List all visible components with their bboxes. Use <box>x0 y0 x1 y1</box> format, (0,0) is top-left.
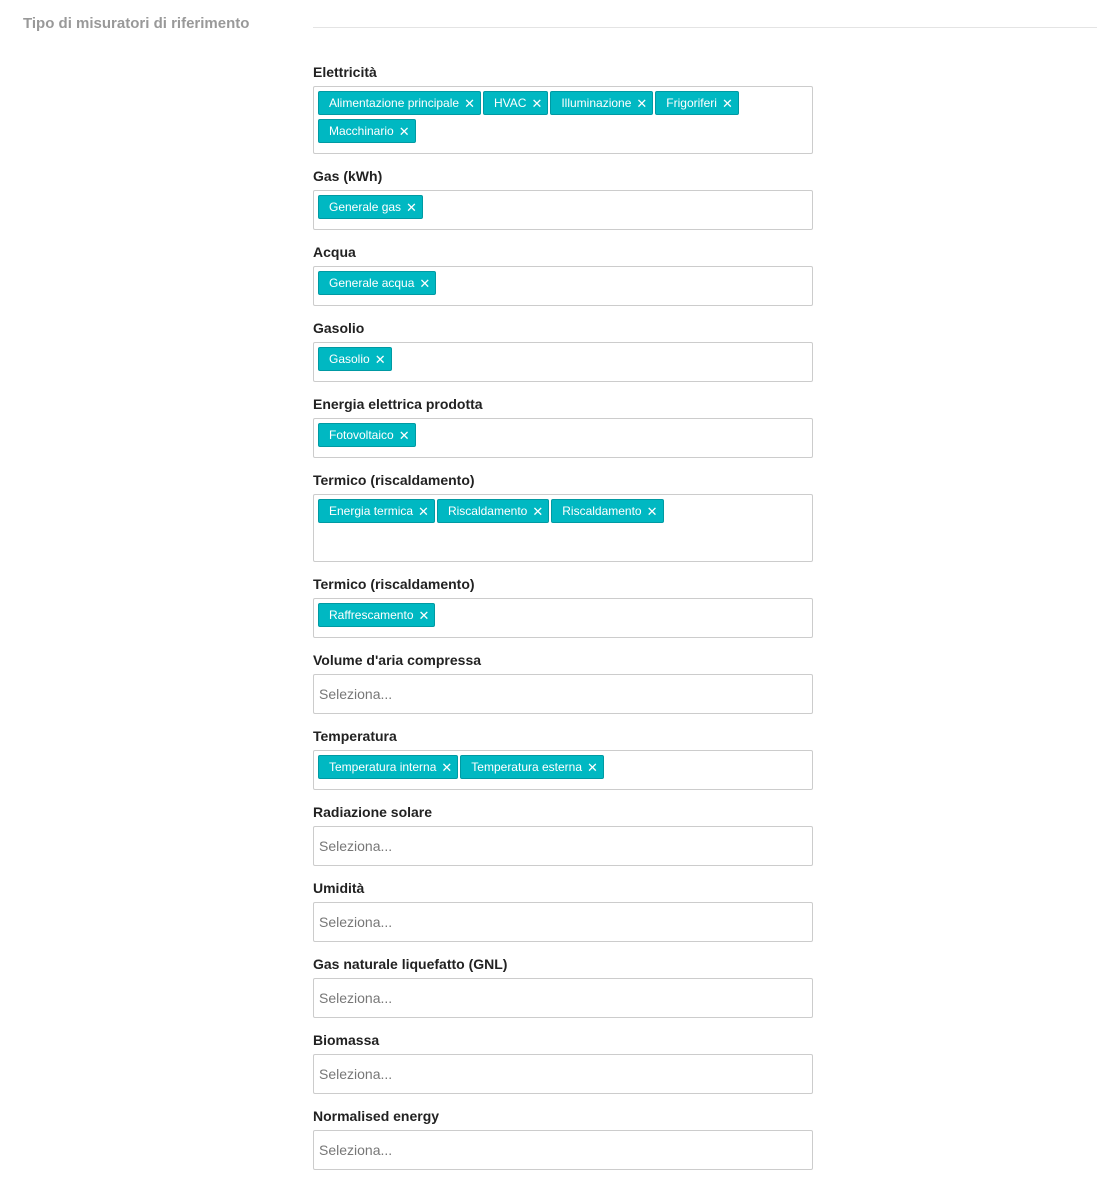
field-termico-riscaldamento <box>313 572 813 648</box>
remove-tag-icon[interactable]: ✕ <box>419 275 431 291</box>
field-label: Gas (kWh) <box>313 168 383 184</box>
tag-label: HVAC <box>493 96 527 110</box>
multi-select-input[interactable] <box>313 342 813 382</box>
tag-chip <box>318 271 436 295</box>
tag-chip <box>318 423 416 447</box>
tag-chip <box>551 499 663 523</box>
field-gas-naturale-liquefatto-gnl <box>313 952 813 1028</box>
field-volume-d-aria-compressa <box>313 648 813 724</box>
remove-tag-icon[interactable]: ✕ <box>646 503 658 519</box>
remove-tag-icon[interactable]: ✕ <box>374 351 386 367</box>
field-label: Elettricità <box>313 64 377 80</box>
multi-select-input[interactable] <box>313 494 813 562</box>
field-biomassa <box>313 1028 813 1104</box>
remove-tag-icon[interactable]: ✕ <box>418 503 429 519</box>
tag-chip <box>318 347 392 371</box>
tag-label: Frigoriferi <box>666 96 717 110</box>
remove-tag-icon[interactable]: ✕ <box>464 95 475 111</box>
field-label: Normalised energy <box>313 1108 440 1124</box>
tag-chip <box>437 499 549 523</box>
tag-label: Temperatura interna <box>329 760 437 774</box>
section-divider <box>313 27 1097 28</box>
select-placeholder: Seleziona... <box>319 686 393 702</box>
field-termico-riscaldamento <box>313 468 813 572</box>
field-label: Umidità <box>313 880 365 896</box>
field-label: Gasolio <box>313 320 365 336</box>
multi-select-input[interactable] <box>313 266 813 306</box>
field-normalised-energy <box>313 1104 813 1180</box>
field-gas-kwh <box>313 164 813 240</box>
field-label: Gas naturale liquefatto (GNL) <box>313 956 508 972</box>
tag-label: Generale acqua <box>329 276 415 290</box>
select-placeholder: Seleziona... <box>319 1142 393 1158</box>
multi-select-input[interactable] <box>313 86 813 154</box>
field-label: Volume d'aria compressa <box>313 652 482 668</box>
remove-tag-icon[interactable]: ✕ <box>587 759 598 775</box>
tag-label: Riscaldamento <box>447 504 528 518</box>
field-label: Termico (riscaldamento) <box>313 576 475 592</box>
field-label: Radiazione solare <box>313 804 433 820</box>
multi-select-input[interactable] <box>313 750 813 790</box>
multi-select-input[interactable] <box>313 674 813 714</box>
remove-tag-icon[interactable]: ✕ <box>721 95 733 111</box>
multi-select-input[interactable] <box>313 418 813 458</box>
tag-label: Fotovoltaico <box>329 428 394 442</box>
field-energia-elettrica-prodotta <box>313 392 813 468</box>
field-label: Termico (riscaldamento) <box>313 472 475 488</box>
field-label: Temperatura <box>313 728 397 744</box>
tag-chip <box>318 195 423 219</box>
tag-label: Generale gas <box>329 200 402 214</box>
select-placeholder: Seleziona... <box>319 1066 393 1082</box>
tag-label: Temperatura esterna <box>471 760 583 774</box>
tag-chip <box>318 119 416 143</box>
remove-tag-icon[interactable]: ✕ <box>531 95 543 111</box>
tag-chip <box>318 499 435 523</box>
multi-select-input[interactable] <box>313 1130 813 1170</box>
field-label: Energia elettrica prodotta <box>313 396 483 412</box>
remove-tag-icon[interactable]: ✕ <box>398 123 410 139</box>
field-temperatura <box>313 724 813 800</box>
field-acqua <box>313 240 813 316</box>
tag-chip <box>318 603 435 627</box>
tag-label: Macchinario <box>329 124 394 138</box>
select-placeholder: Seleziona... <box>319 838 393 854</box>
field-gasolio <box>313 316 813 392</box>
remove-tag-icon[interactable]: ✕ <box>398 427 410 443</box>
multi-select-input[interactable] <box>313 1054 813 1094</box>
tag-chip <box>483 91 548 115</box>
field-umidita <box>313 876 813 952</box>
tag-label: Illuminazione <box>561 96 632 110</box>
multi-select-input[interactable] <box>313 190 813 230</box>
tag-label: Riscaldamento <box>562 504 642 518</box>
meter-type-fields <box>313 60 813 1180</box>
remove-tag-icon[interactable]: ✕ <box>418 607 430 623</box>
field-elettricita <box>313 60 813 164</box>
tag-label: Raffrescamento <box>329 608 414 622</box>
tag-chip <box>550 91 653 115</box>
remove-tag-icon[interactable]: ✕ <box>406 199 417 215</box>
multi-select-input[interactable] <box>313 598 813 638</box>
field-label: Acqua <box>313 244 356 260</box>
remove-tag-icon[interactable]: ✕ <box>636 95 648 111</box>
multi-select-input[interactable] <box>313 826 813 866</box>
remove-tag-icon[interactable]: ✕ <box>532 503 544 519</box>
multi-select-input[interactable] <box>313 902 813 942</box>
tag-label: Alimentazione principale <box>329 96 460 110</box>
remove-tag-icon[interactable]: ✕ <box>441 759 453 775</box>
tag-label: Gasolio <box>329 352 370 366</box>
tag-chip <box>318 91 481 115</box>
tag-chip <box>655 91 739 115</box>
multi-select-input[interactable] <box>313 978 813 1018</box>
select-placeholder: Seleziona... <box>319 914 393 930</box>
select-placeholder: Seleziona... <box>319 990 393 1006</box>
tag-chip <box>318 755 458 779</box>
tag-label: Energia termica <box>329 504 414 518</box>
section-title: Tipo di misuratori di riferimento <box>23 15 250 32</box>
field-label: Biomassa <box>313 1032 380 1048</box>
field-radiazione-solare <box>313 800 813 876</box>
tag-chip <box>460 755 604 779</box>
